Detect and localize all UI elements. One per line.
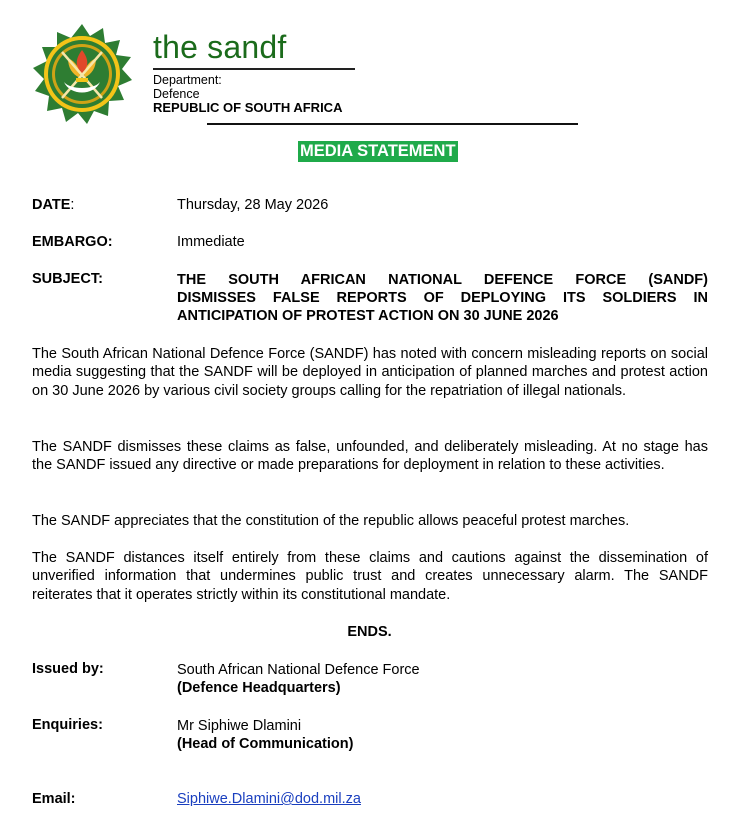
header-divider: [207, 123, 578, 125]
subject-line: ANTICIPATION OF PROTEST ACTION ON 30 JUNE 2026: [177, 308, 559, 324]
issued-by-block: [177, 661, 420, 697]
body-paragraph: The SANDF distances itself entirely from these claims and cautions against the dissemination of unverified information that undermines public trust and creates unnecessary alarm. The SANDF reiterates that it operates strictly within its constitutional mandate.: [32, 550, 708, 603]
date-colon: :: [70, 197, 75, 213]
sandf-emblem-icon: [30, 22, 134, 126]
issuer-unit: (Defence Headquarters): [177, 680, 341, 696]
enquiries-label: Enquiries:: [32, 717, 103, 733]
issuer-name: South African National Defence Force: [177, 662, 420, 678]
document-title: MEDIA STATEMENT: [300, 142, 456, 160]
issued-by-label: Issued by:: [32, 661, 104, 677]
contact-role: (Head of Communication): [177, 736, 354, 752]
email-label: Email:: [32, 791, 76, 807]
ends-marker: ENDS.: [347, 624, 392, 640]
body-paragraph: The South African National Defence Force (SANDF) has noted with concern misleading reports on social media suggesting that the SANDF will be deployed in anticipation of planned marches and protest action on 30 June 2026 by various civil society groups calling for the repatriation of illegal nationals.: [32, 346, 708, 399]
date-label-wrap: [32, 197, 74, 213]
contact-name: Mr Siphiwe Dlamini: [177, 718, 302, 734]
brand-name: the sandf: [153, 29, 287, 65]
email-link[interactable]: Siphiwe.Dlamini@dod.mil.za: [177, 791, 361, 807]
date-label: DATE: [32, 197, 71, 213]
department-name: Defence: [153, 87, 200, 101]
department-block: [153, 73, 342, 115]
department-label: Department:: [153, 73, 222, 87]
subject-line: DISMISSES FALSE REPORTS OF DEPLOYING ITS SOLDIERS IN: [177, 290, 708, 306]
subject-label: SUBJECT:: [32, 271, 103, 287]
body-paragraph: The SANDF appreciates that the constitution of the republic allows peaceful protest marches.: [32, 513, 630, 529]
enquiries-block: [177, 717, 353, 753]
date-value: Thursday, 28 May 2026: [177, 197, 329, 213]
subject-line: THE SOUTH AFRICAN NATIONAL DEFENCE FORCE (SANDF): [177, 272, 708, 288]
body-paragraph: The SANDF dismisses these claims as false, unfounded, and deliberately misleading. At no stage has the SANDF issued any directive or made preparations for deployment in relation to these activities.: [32, 439, 708, 474]
subject-text: [177, 271, 708, 325]
country-name: REPUBLIC OF SOUTH AFRICA: [153, 100, 343, 115]
brand-underline: [153, 68, 355, 70]
embargo-label: EMBARGO:: [32, 234, 113, 250]
embargo-value: Immediate: [177, 234, 245, 250]
